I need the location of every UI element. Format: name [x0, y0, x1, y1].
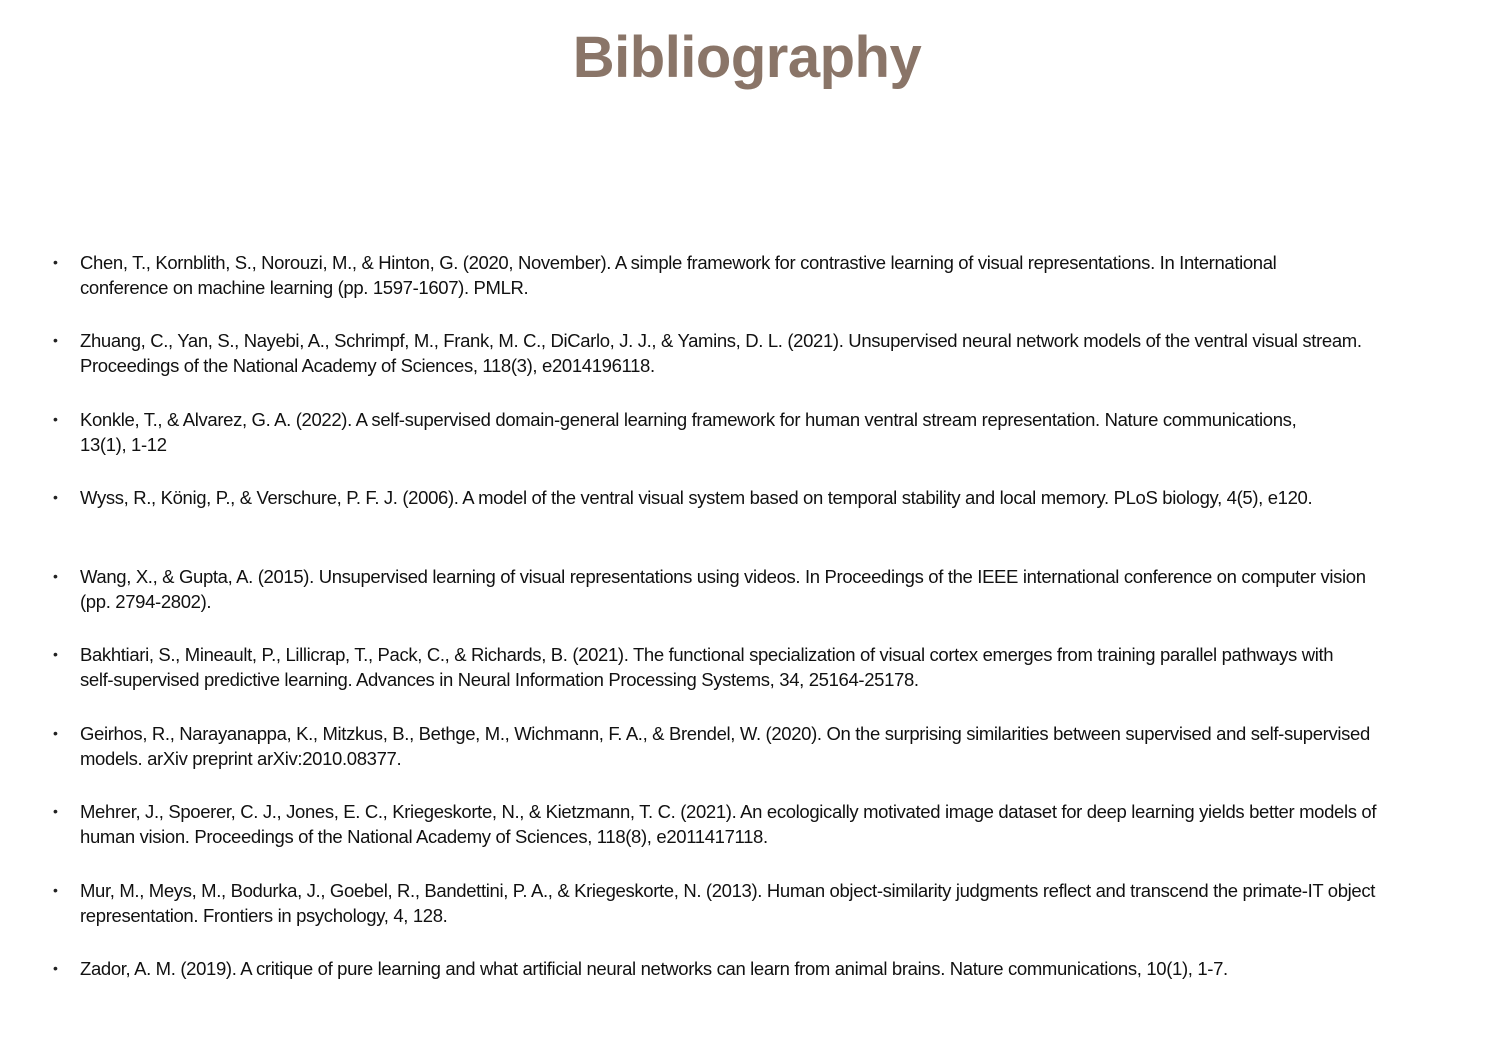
reference-text: Wang, X., & Gupta, A. (2015). Unsupervised learning of visual representations using videos. In Proceedings of the IEEE international conference on computer vision (pp. 2794-2802).: [80, 566, 1366, 612]
bullet-icon: •: [53, 411, 58, 427]
reference-text: Bakhtiari, S., Mineault, P., Lillicrap, T., Pack, C., & Richards, B. (2021). The functional specialization of visual cortex emerges from training parallel pathways with self-supervised predictive learning. Advances in Neural Information Processing Systems, 34, 25164-25178.: [80, 644, 1334, 690]
reference-text: Mur, M., Meys, M., Bodurka, J., Goebel, R., Bandettini, P. A., & Kriegeskorte, N. (2013). Human object-similarity judgments reflect and transcend the primate-IT object representation. Frontiers in psychology, 4, 128.: [80, 880, 1376, 926]
reference-text: Geirhos, R., Narayanappa, K., Mitzkus, B., Bethge, M., Wichmann, F. A., & Brendel, W. (2020). On the surprising similarities between supervised and self-supervised models. arXiv preprint arXiv:2010.08377.: [80, 723, 1370, 769]
page-title: Bibliography: [572, 25, 922, 90]
bullet-icon: •: [53, 646, 58, 662]
reference-item: [0, 485, 1494, 545]
reference-item: [0, 721, 1494, 781]
reference-item: [0, 642, 1494, 702]
reference-text: Zador, A. M. (2019). A critique of pure learning and what artificial neural networks can learn from animal brains. Nature communications, 10(1), 1-7.: [80, 958, 1228, 979]
bullet-icon: •: [53, 803, 58, 819]
reference-text: Konkle, T., & Alvarez, G. A. (2022). A self-supervised domain-general learning framework for human ventral stream representation. Nature communications, 13(1), 1-12: [80, 409, 1297, 455]
reference-item: [0, 799, 1494, 859]
reference-item: [0, 250, 1494, 310]
bullet-icon: •: [53, 568, 58, 584]
reference-item: [0, 328, 1494, 388]
reference-item: [0, 956, 1494, 1016]
bullet-icon: •: [53, 725, 58, 741]
reference-item: [0, 407, 1494, 467]
reference-item: [0, 564, 1494, 624]
bullet-icon: •: [53, 332, 58, 348]
bullet-icon: •: [53, 882, 58, 898]
reference-text: Wyss, R., König, P., & Verschure, P. F. J. (2006). A model of the ventral visual system based on temporal stability and local memory. PLoS biology, 4(5), e120.: [80, 487, 1313, 508]
reference-item: [0, 878, 1494, 938]
bullet-icon: •: [53, 254, 58, 270]
reference-text: Chen, T., Kornblith, S., Norouzi, M., & Hinton, G. (2020, November). A simple framework for contrastive learning of visual representations. In International conference on machine learning (pp. 1597-1607). PMLR.: [80, 252, 1277, 298]
bullet-icon: •: [53, 489, 58, 505]
reference-text: Zhuang, C., Yan, S., Nayebi, A., Schrimpf, M., Frank, M. C., DiCarlo, J. J., & Yamins, D. L. (2021). Unsupervised neural network models of the ventral visual stream. Proceedings of the National Academy of Sciences, 118(3), e2014196118.: [80, 330, 1362, 376]
bullet-icon: •: [53, 960, 58, 976]
reference-text: Mehrer, J., Spoerer, C. J., Jones, E. C., Kriegeskorte, N., & Kietzmann, T. C. (2021). An ecologically motivated image dataset for deep learning yields better models of human vision. Proceedings of the National Academy of Sciences, 118(8), e2011417118.: [80, 801, 1377, 847]
